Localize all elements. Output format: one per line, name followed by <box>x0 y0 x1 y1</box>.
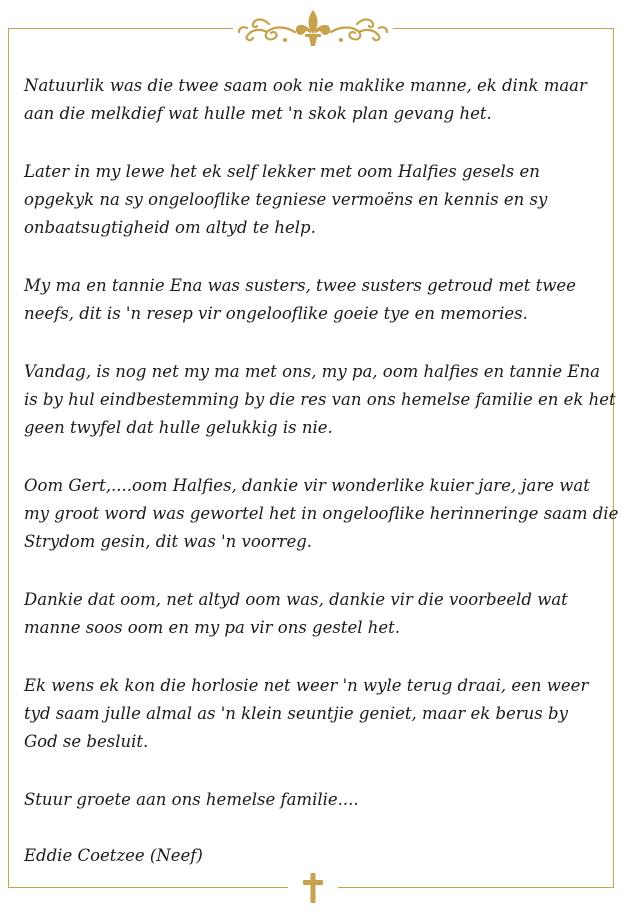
letter-paragraph <box>24 672 604 756</box>
letter-line: God se besluit. <box>24 732 149 751</box>
letter-line: neefs, dit is 'n resep vir ongelooflike goeie tye en memories. <box>24 304 528 323</box>
letter-line: my groot word was gewortel het in ongelooflike herinneringe saam die <box>24 504 619 523</box>
letter-line: Oom Gert,....oom Halfies, dankie vir wonderlike kuier jare, jare wat <box>24 476 590 495</box>
letter-paragraph <box>24 472 619 556</box>
letter-line: aan die melkdief wat hulle met 'n skok plan gevang het. <box>24 104 492 123</box>
letter-paragraph <box>24 272 604 328</box>
letter-line: Vandag, is nog net my ma met ons, my pa, oom halfies en tannie Ena <box>24 362 600 381</box>
letter-paragraph <box>24 72 604 128</box>
fleur-de-lis-ornament-icon <box>233 6 393 50</box>
letter-line: geen twyfel dat hulle gelukkig is nie. <box>24 418 333 437</box>
letter-line: Natuurlik was die twee saam ook nie maklike manne, ek dink maar <box>24 76 587 95</box>
letter-line: Stuur groete aan ons hemelse familie.... <box>24 790 359 809</box>
signature: Eddie Coetzee (Neef) <box>24 846 203 865</box>
letter-line: Dankie dat oom, net altyd oom was, dankie vir die voorbeeld wat <box>24 590 568 609</box>
cross-icon <box>288 870 338 906</box>
letter-paragraph <box>24 158 604 242</box>
letter-paragraph <box>24 358 616 442</box>
letter-line: Ek wens ek kon die horlosie net weer 'n wyle terug draai, een weer <box>24 676 589 695</box>
letter-paragraph <box>24 786 604 814</box>
letter-line: tyd saam julle almal as 'n klein seuntjie geniet, maar ek berus by <box>24 704 568 723</box>
letter-line: My ma en tannie Ena was susters, twee susters getroud met twee <box>24 276 576 295</box>
letter-line: manne soos oom en my pa vir ons gestel het. <box>24 618 401 637</box>
letter-line: Strydom gesin, dit was 'n voorreg. <box>24 532 313 551</box>
letter-line: is by hul eindbestemming by die res van ons hemelse familie en ek het <box>24 390 616 409</box>
letter-paragraph <box>24 586 604 642</box>
letter-body <box>24 72 619 844</box>
letter-line: Later in my lewe het ek self lekker met oom Halfies gesels en <box>24 162 540 181</box>
letter-line: onbaatsugtigheid om altyd te help. <box>24 218 316 237</box>
letter-line: opgekyk na sy ongelooflike tegniese vermoëns en kennis en sy <box>24 190 548 209</box>
